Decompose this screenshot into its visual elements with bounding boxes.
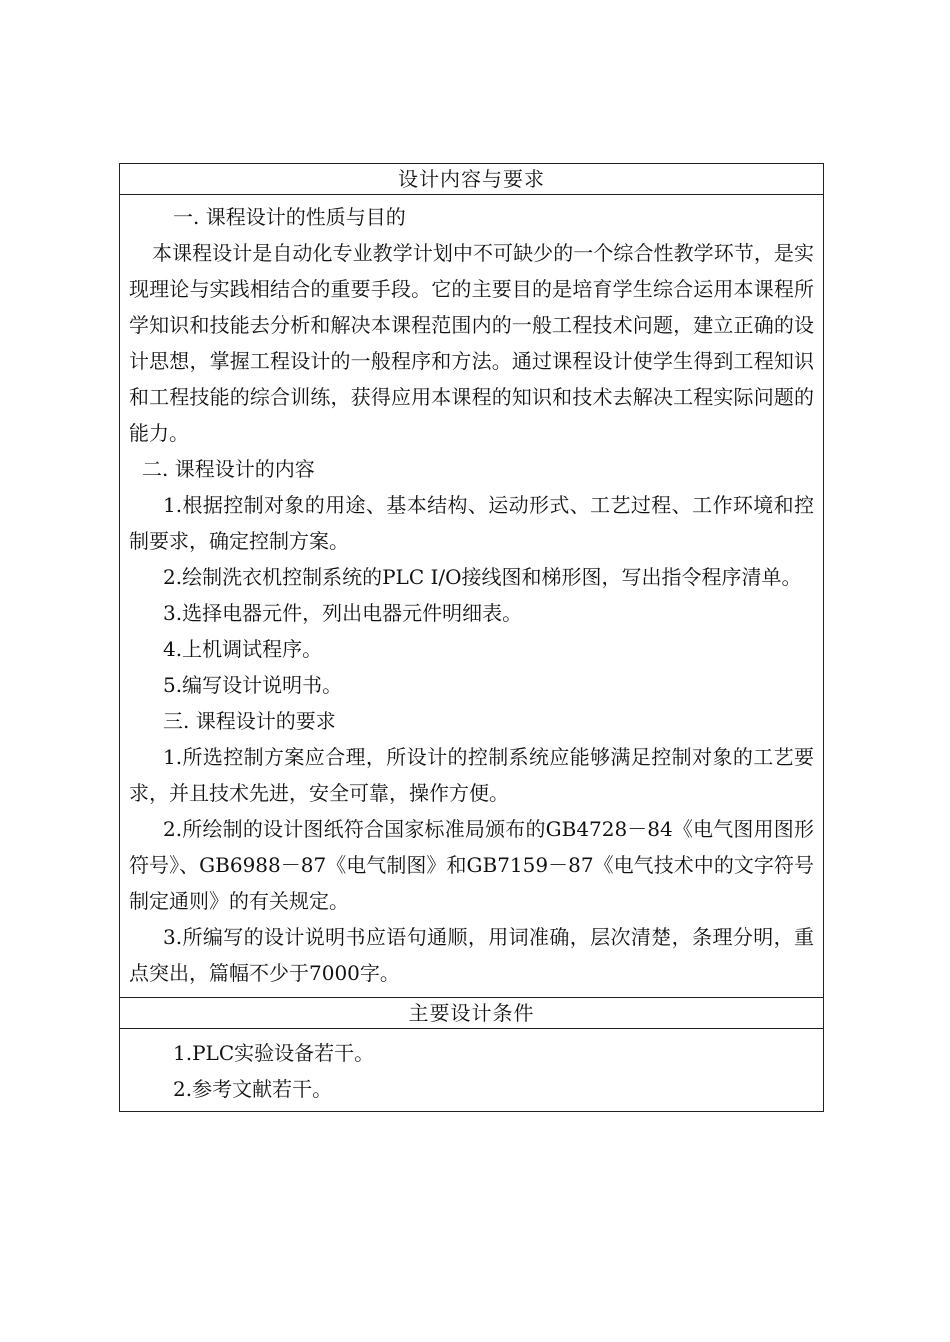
- content-item-5: 5.编写设计说明书。: [163, 673, 343, 697]
- design-form-table: [119, 163, 824, 1112]
- requirement-item-2: 2.所绘制的设计图纸符合国家标准局颁布的GB4728－84《电气图用图形符号》、GB6988－87《电气制图》和GB7159－87《电气技术中的文字符号制定通则》的有关规定。: [129, 817, 814, 913]
- heading-nature-purpose: 一. 课程设计的性质与目的: [173, 205, 406, 229]
- section-body-conditions: [120, 1029, 823, 1111]
- heading-content: 二. 课程设计的内容: [142, 457, 315, 481]
- requirement-item-3: 3.所编写的设计说明书应语句通顺，用词准确，层次清楚，条理分明，重点突出，篇幅不少于7000字。: [129, 925, 814, 985]
- content-item-4: 4.上机调试程序。: [163, 637, 323, 661]
- intro-paragraph: 本课程设计是自动化专业教学计划中不可缺少的一个综合性教学环节，是实现理论与实践相结合的重要手段。它的主要目的是培育学生综合运用本课程所学知识和技能去分析和解决本课程范围内的一般工程技术问题，建立正确的设计思想，掌握工程设计的一般程序和方法。通过课程设计使学生得到工程知识和工程技能的综合训练，获得应用本课程的知识和技术去解决工程实际问题的能力。: [129, 241, 814, 445]
- condition-item-2: 2.参考文献若干。: [173, 1077, 333, 1101]
- content-item-2: 2.绘制洗衣机控制系统的PLC I/O接线图和梯形图，写出指令程序清单。: [163, 565, 802, 589]
- condition-item-1: 1.PLC实验设备若干。: [173, 1041, 375, 1065]
- section-title-conditions: 主要设计条件: [120, 998, 823, 1029]
- content-item-3: 3.选择电器元件，列出电器元件明细表。: [163, 601, 523, 625]
- content-item-1: 1.根据控制对象的用途、基本结构、运动形式、工艺过程、工作环境和控制要求，确定控制方案。: [129, 493, 814, 553]
- heading-requirements: 三. 课程设计的要求: [163, 709, 336, 733]
- section-body-content: [120, 195, 823, 998]
- requirement-item-1: 1.所选控制方案应合理，所设计的控制系统应能够满足控制对象的工艺要求，并且技术先进，安全可靠，操作方便。: [129, 745, 814, 805]
- section-title-content: 设计内容与要求: [120, 164, 823, 195]
